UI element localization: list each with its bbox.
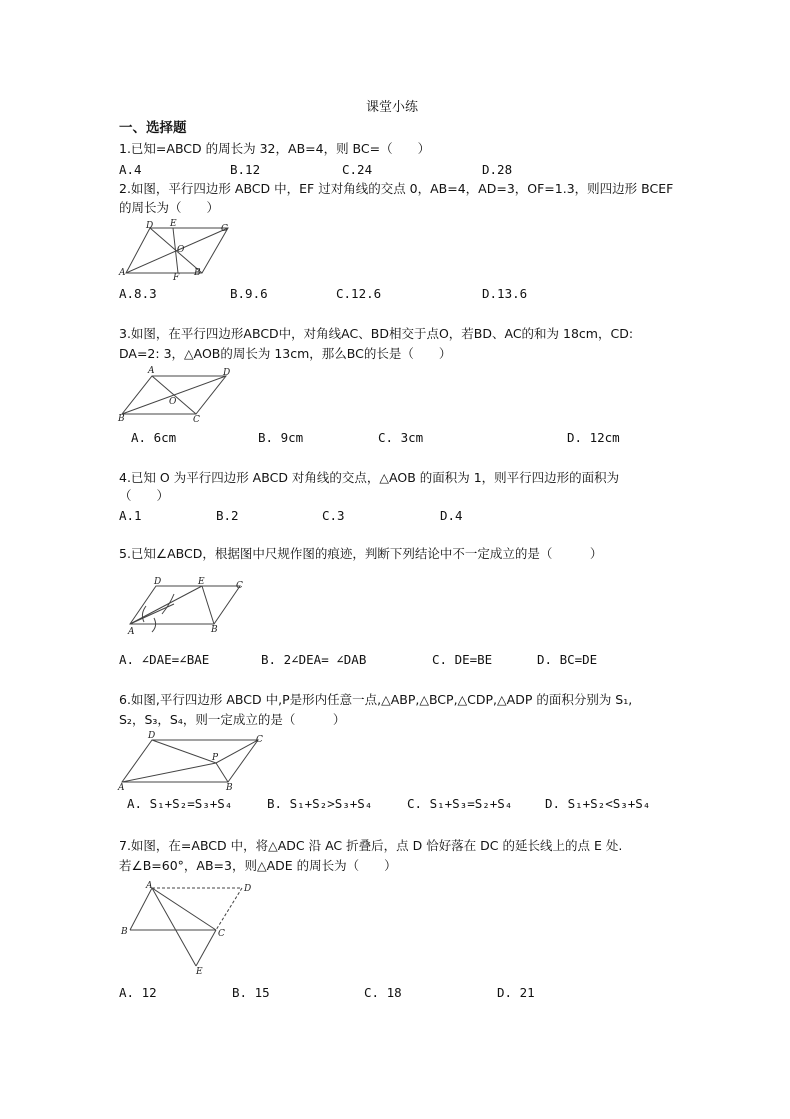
q7-label-d: D xyxy=(244,884,252,894)
q6-label-d: D xyxy=(148,731,156,741)
q6-figure xyxy=(118,730,268,792)
q6-segment-bp xyxy=(216,763,228,782)
q7-segment-ab xyxy=(130,888,152,930)
q5-arc-2 xyxy=(152,618,156,632)
q2-option-d: D.13.6 xyxy=(482,286,528,301)
q2-label-d: D xyxy=(146,221,154,231)
q7-text-line1: 7.如图，在=ABCD 中，将△ADC 沿 AC 折叠后，点 D 恰好落在 DC 的延长线上的点 E 处. xyxy=(119,838,623,853)
q3-text-line1: 3.如图，在平行四边形ABCD中，对角线AC、BD相交于点O，若BD、AC的和为 18cm，CD: xyxy=(119,326,634,341)
q5-label-b: B xyxy=(211,625,218,635)
q7-segment-ac xyxy=(152,888,216,930)
q7-option-a: A. 12 xyxy=(119,985,157,1000)
q1-option-b: B.12 xyxy=(230,162,261,177)
q4-option-a: A.1 xyxy=(119,508,142,523)
q5-label-e: E xyxy=(198,577,205,587)
q5-label-c: C xyxy=(236,581,243,591)
q5-segment-eb xyxy=(202,586,214,624)
q6-option-c: C. S₁+S₃=S₂+S₄ xyxy=(407,796,513,811)
q6-option-a: A. S₁+S₂=S₃+S₄ xyxy=(127,796,233,811)
q2-text-line2: 的周长为（ ） xyxy=(119,200,220,215)
q6-label-p: P xyxy=(212,753,219,763)
q2-option-c: C.12.6 xyxy=(336,286,382,301)
q3-option-c: C. 3cm xyxy=(378,430,424,445)
q7-label-b: B xyxy=(121,927,128,937)
q5-text: 5.已知∠ABCD，根据图中尺规作图的痕迹，判断下列结论中不一定成立的是（ ） xyxy=(119,546,603,561)
q5-label-a: A xyxy=(128,627,135,637)
q5-figure xyxy=(118,574,253,639)
q7-option-b: B. 15 xyxy=(232,985,270,1000)
q3-option-a: A. 6cm xyxy=(131,430,177,445)
q6-label-b: B xyxy=(226,783,233,793)
q4-option-b: B.2 xyxy=(216,508,239,523)
q3-label-c: C xyxy=(193,415,200,425)
q5-label-d: D xyxy=(154,577,162,587)
q3-figure xyxy=(118,364,238,424)
q2-label-c: C xyxy=(221,224,228,234)
q3-option-d: D. 12cm xyxy=(567,430,620,445)
q6-option-d: D. S₁+S₂<S₃+S₄ xyxy=(545,796,651,811)
q7-label-a: A xyxy=(146,881,153,891)
q2-option-a: A.8.3 xyxy=(119,286,157,301)
q4-text-line2: （ ） xyxy=(119,488,170,503)
q2-option-b: B.9.6 xyxy=(230,286,268,301)
q4-option-d: D.4 xyxy=(440,508,463,523)
q7-figure xyxy=(118,878,258,978)
q2-label-o: O xyxy=(177,245,185,255)
q6-text-line1: 6.如图,平行四边形 ABCD 中,P是形内任意一点,△ABP,△BCP,△CDP,△ADP 的面积分别为 S₁, xyxy=(119,692,633,707)
q2-figure xyxy=(118,218,238,283)
q2-label-a: A xyxy=(119,268,126,278)
q7-label-c: C xyxy=(218,929,225,939)
q2-label-f: F xyxy=(173,273,180,283)
q6-parallelogram xyxy=(122,740,258,782)
q1-text: 1.已知=ABCD 的周长为 32，AB=4，则 BC=（ ） xyxy=(119,141,431,156)
q2-text-line1: 2.如图，平行四边形 ABCD 中，EF 过对角线的交点 0，AB=4，AD=3，OF=1.3，则四边形 BCEF xyxy=(119,181,674,196)
q3-label-a: A xyxy=(148,366,155,376)
q6-text-line2: S₂，S₃，S₄，则一定成立的是（ ） xyxy=(119,712,346,727)
q6-segment-ap xyxy=(122,763,216,782)
q7-segment-ce xyxy=(196,930,216,966)
q5-option-d: D. BC=DE xyxy=(537,652,598,667)
q3-label-d: D xyxy=(223,368,231,378)
q2-label-b: B xyxy=(194,268,201,278)
q7-option-d: D. 21 xyxy=(497,985,535,1000)
q7-option-c: C. 18 xyxy=(364,985,402,1000)
q2-label-e: E xyxy=(170,219,177,229)
q4-text-line1: 4.已知 O 为平行四边形 ABCD 对角线的交点，△AOB 的面积为 1，则平行四边形的面积为 xyxy=(119,470,620,485)
q1-option-a: A.4 xyxy=(119,162,142,177)
q6-label-c: C xyxy=(256,735,263,745)
section-heading: 一、选择题 xyxy=(119,120,187,136)
q3-option-b: B. 9cm xyxy=(258,430,304,445)
q7-text-line2: 若∠B=60°，AB=3，则△ADE 的周长为（ ） xyxy=(119,858,397,873)
q7-segment-dc-dashed xyxy=(216,888,242,930)
q6-segment-dp xyxy=(152,740,216,763)
q3-label-b: B xyxy=(118,414,125,424)
q5-segment-ae xyxy=(130,586,202,624)
q3-label-o: O xyxy=(169,397,177,407)
page-title: 课堂小练 xyxy=(366,100,419,115)
q5-arc-1 xyxy=(142,606,146,622)
q6-option-b: B. S₁+S₂>S₃+S₄ xyxy=(267,796,373,811)
q6-label-a: A xyxy=(118,783,125,793)
q7-label-e: E xyxy=(196,967,203,977)
q6-segment-cp xyxy=(216,740,258,763)
q5-option-b: B. 2∠DEA= ∠DAB xyxy=(261,652,367,667)
q5-parallelogram xyxy=(130,586,240,624)
q7-segment-ae xyxy=(152,888,196,966)
q4-option-c: C.3 xyxy=(322,508,345,523)
q5-option-a: A. ∠DAE=∠BAE xyxy=(119,652,210,667)
q1-option-d: D.28 xyxy=(482,162,513,177)
q5-option-c: C. DE=BE xyxy=(432,652,493,667)
q1-option-c: C.24 xyxy=(342,162,373,177)
q3-text-line2: DA=2: 3，△AOB的周长为 13cm，那么BC的长是（ ） xyxy=(119,346,452,361)
